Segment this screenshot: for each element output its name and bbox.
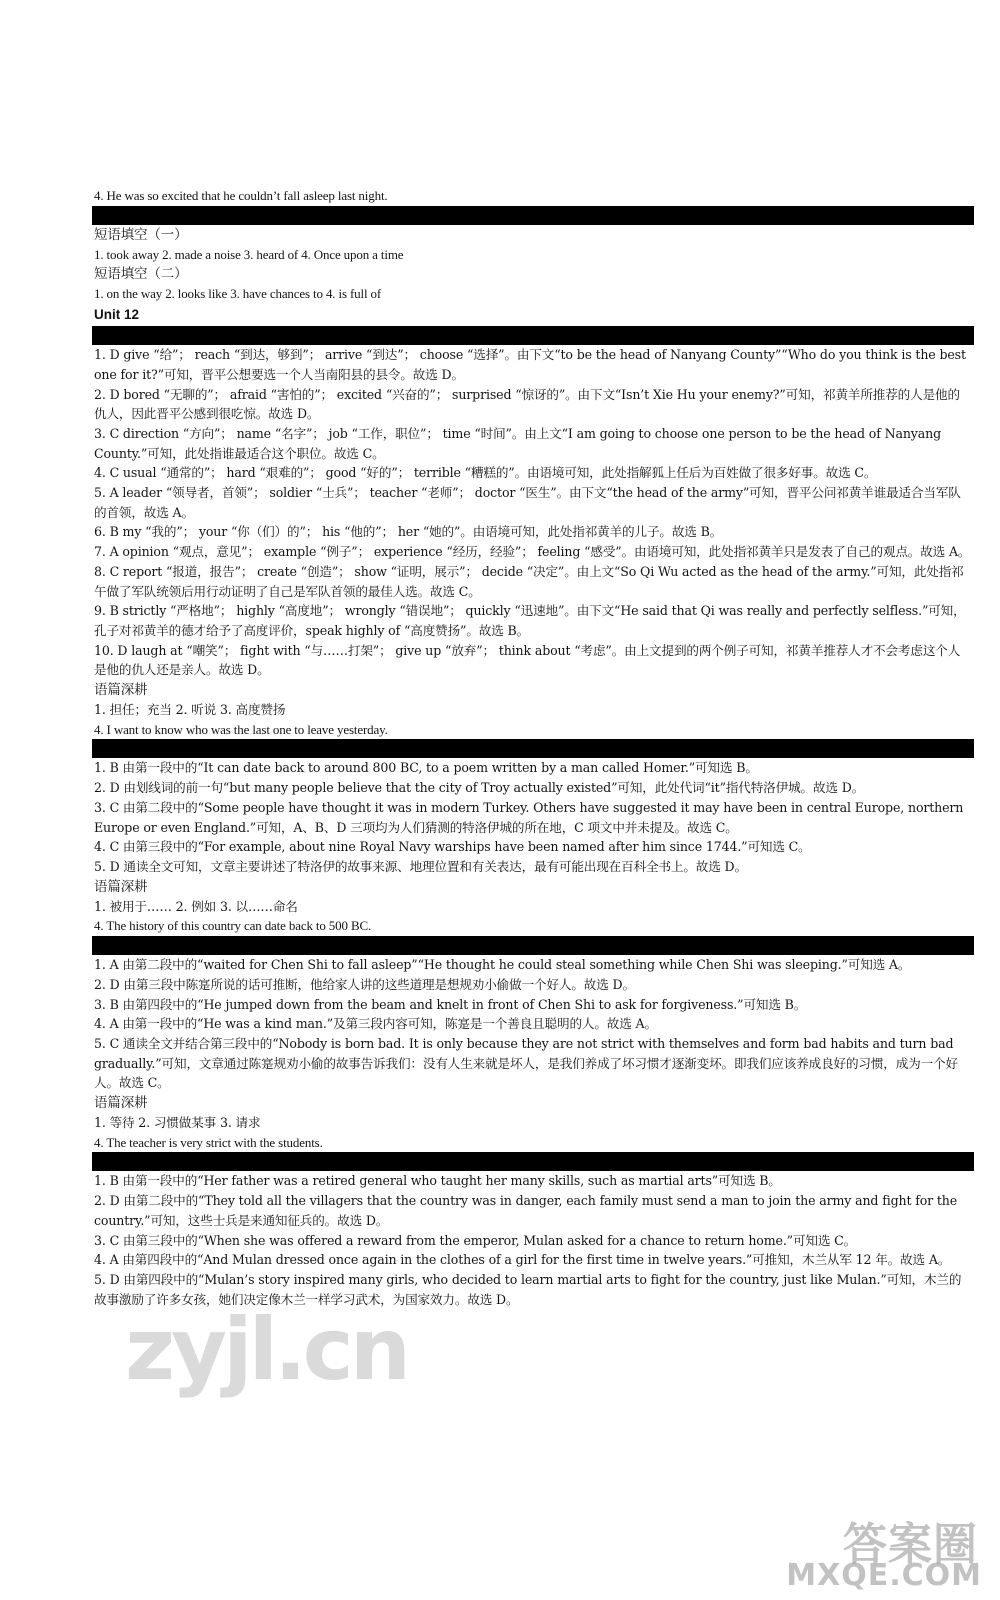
answer-line: 4. C 由第三段中的“For example, about nine Royal Navy warships have been named after him since 1744.”可知选 C。	[94, 839, 811, 855]
section-divider-bar	[92, 206, 974, 225]
answer-line: 9. B strictly “严格地”； highly “高度地”； wrongly “错误地”； quickly “迅速地”。由下文“He said that Qi was really and perfectly selfless.”可知，孔子对祁黄羊的德才给予了高度评价，speak highly of “高度赞扬”。故选 B。	[94, 603, 966, 638]
answer-line: 1. on the way 2. looks like 3. have chances to 4. is full of	[94, 286, 382, 302]
answer-line: 1. A 由第二段中的“waited for Chen Shi to fall asleep”“He thought he could steal something while Chen Shi was sleeping.”可知选 A。	[94, 957, 911, 973]
answer-line: 4. He was so excited that he couldn’t fall asleep last night.	[94, 188, 388, 203]
section-divider-bar	[92, 326, 974, 345]
answer-line: 4. C usual “通常的”； hard “艰难的”； good “好的”； terrible “糟糕的”。由语境可知，此处指解狐上任后为百姓做了很多好事。故选 C。	[94, 465, 877, 481]
answer-line: 2. D bored “无聊的”； afraid “害怕的”； excited “兴奋的”； surprised “惊讶的”。由下文“Isn’t Xie Hu your enemy?”可知，祁黄羊所推荐的人是他的仇人，因此晋平公感到很吃惊。故选 D。	[94, 386, 960, 422]
answer-page	[94, 186, 972, 1309]
answer-line: 1. 等待 2. 习惯做某事 3. 请求	[94, 1115, 261, 1131]
answer-line: 1. 担任；充当 2. 听说 3. 高度赞扬	[94, 702, 286, 718]
answer-line: 2. D 由第二段中的“They told all the villagers that the country was in danger, each family must send a man to join the army and fight for the country.”可知，这些士兵是来通知征兵的。故选 D。	[94, 1193, 958, 1228]
answer-line: 4. The history of this country can date back to 500 BC.	[94, 918, 372, 934]
answer-line: 3. C direction “方向”； name “名字”； job “工作，职位”； time “时间”。由上文“I am going to choose one person to be the head of Nanyang County.”可知，此处指谁最适合这个职位。故选 C。	[94, 425, 941, 461]
section-heading: 语篇深耕	[94, 682, 148, 699]
answer-line: 3. C 由第三段中的“When she was offered a reward from the emperor, Mulan asked for a chance to return home.”可知选 C。	[94, 1232, 857, 1248]
section-divider-bar	[92, 739, 974, 758]
watermark-zyjl: zyjl.cn	[125, 1300, 407, 1400]
answer-line: 1. took away 2. made a noise 3. heard of 4. Once upon a time	[94, 246, 404, 262]
answer-line: 3. B 由第四段中的“He jumped down from the beam and knelt in front of Chen Shi to ask for forgiveness.”可知选 B。	[94, 996, 807, 1012]
answer-line: 1. D give “给”； reach “到达，够到”； arrive “到达”； choose “选择”。由下文“to be the head of Nanyang County”“Who do you think is the best one for it?”可知，晋平公想要选一个人当南阳县的县令。故选 D。	[94, 347, 966, 382]
answer-line: 5. C 通读全文并结合第三段中的“Nobody is born bad. It is only because they are not strict with themselves and form bad habits and turn bad gradually.”可知，文章通过陈寔规劝小偷的故事告诉我们：没有人生来就是坏人，是我们养成了坏习惯才逐渐变坏。即我们应该养成良好的习惯，成为一个好人。故选 C。	[94, 1035, 958, 1091]
answer-line: 2. D 由第三段中陈寔所说的话可推断，他给家人讲的这些道理是想规劝小偷做一个好人。故选 D。	[94, 976, 635, 992]
answer-line: 5. A leader “领导者，首领”； soldier “士兵”； teacher “老师”； doctor “医生”。由下文“the head of the army”可知，晋平公问祁黄羊谁最适合当军队的首领，故选 A。	[94, 485, 961, 520]
answer-line: 1. B 由第一段中的“Her father was a retired general who taught her many skills, such as martial arts”可知选 B。	[94, 1173, 781, 1189]
answer-line: 5. D 由第四段中的“Mulan’s story inspired many girls, who decided to learn martial arts to fight for the country, just like Mulan.”可知，木兰的故事激励了许多女孩，她们决定像木兰一样学习武术，为国家效力。故选 D。	[94, 1271, 962, 1307]
answer-line: 4. A 由第一段中的“He was a kind man.”及第三段内容可知，陈寔是一个善良且聪明的人。故选 A。	[94, 1016, 657, 1032]
section-heading: 短语填空（一）	[94, 226, 188, 243]
answer-line: 1. 被用于…… 2. 例如 3. 以……命名	[94, 898, 298, 914]
unit-title: Unit 12	[94, 307, 140, 323]
answer-line: 3. C 由第二段中的“Some people have thought it was in modern Turkey. Others have suggested it may have been in central Europe, northern Europe or even England.”可知，A、B、D 三项均为人们猜测的特洛伊城的所在地，C 项文中并未提及。故选 C。	[94, 799, 964, 835]
watermark-logo: 答案圈	[843, 1519, 978, 1570]
answer-line: 7. A opinion “观点，意见”； example “例子”； experience “经历，经验”； feeling “感受”。由语境可知，此处指祁黄羊只是发表了自己的观点。故选 A。	[94, 544, 971, 560]
answer-line: 8. C report “报道，报告”； create “创造”； show “证明，展示”； decide “决定”。由上文“So Qi Wu acted as the head of the army.”可知，此处指祁午做了军队统领后用行动证明了自己是军队首领的最佳人选。故选 C。	[94, 563, 964, 599]
section-divider-bar	[92, 936, 974, 955]
section-heading: 短语填空（二）	[94, 266, 188, 283]
answer-line: 2. D 由划线词的前一句“but many people believe that the city of Troy actually existed”可知，此处代词“it”指代特洛伊城。故选 D。	[94, 780, 865, 796]
answer-line: 10. D laugh at “嘲笑”； fight with “与……打架”； give up “放弃”； think about “考虑”。由上文提到的两个例子可知，祁黄羊推荐人才不会考虑这个人是他的仇人还是亲人。故选 D。	[94, 642, 961, 678]
answer-line: 4. The teacher is very strict with the students.	[94, 1134, 323, 1150]
answer-line: 4. I want to know who was the last one to leave yesterday.	[94, 721, 388, 737]
section-heading: 语篇深耕	[94, 1095, 148, 1112]
answer-line: 6. B my “我的”； your “你（们）的”； his “他的”； her “她的”。由语境可知，此处指祁黄羊的儿子。故选 B。	[94, 524, 723, 540]
answer-line: 1. B 由第一段中的“It can date back to around 800 BC, to a poem written by a man called Homer.”可知选 B。	[94, 760, 758, 776]
section-divider-bar	[92, 1152, 974, 1171]
answer-line: 5. D 通读全文可知，文章主要讲述了特洛伊的故事来源、地理位置和有关表达，最有可能出现在百科全书上。故选 D。	[94, 858, 747, 874]
section-heading: 语篇深耕	[94, 878, 148, 895]
watermark-site: MXQE.COM	[786, 1558, 982, 1593]
answer-line: 4. A 由第四段中的“And Mulan dressed once again in the clothes of a girl for the first time in twelve years.”可推知，木兰从军 12 年。故选 A。	[94, 1252, 951, 1268]
